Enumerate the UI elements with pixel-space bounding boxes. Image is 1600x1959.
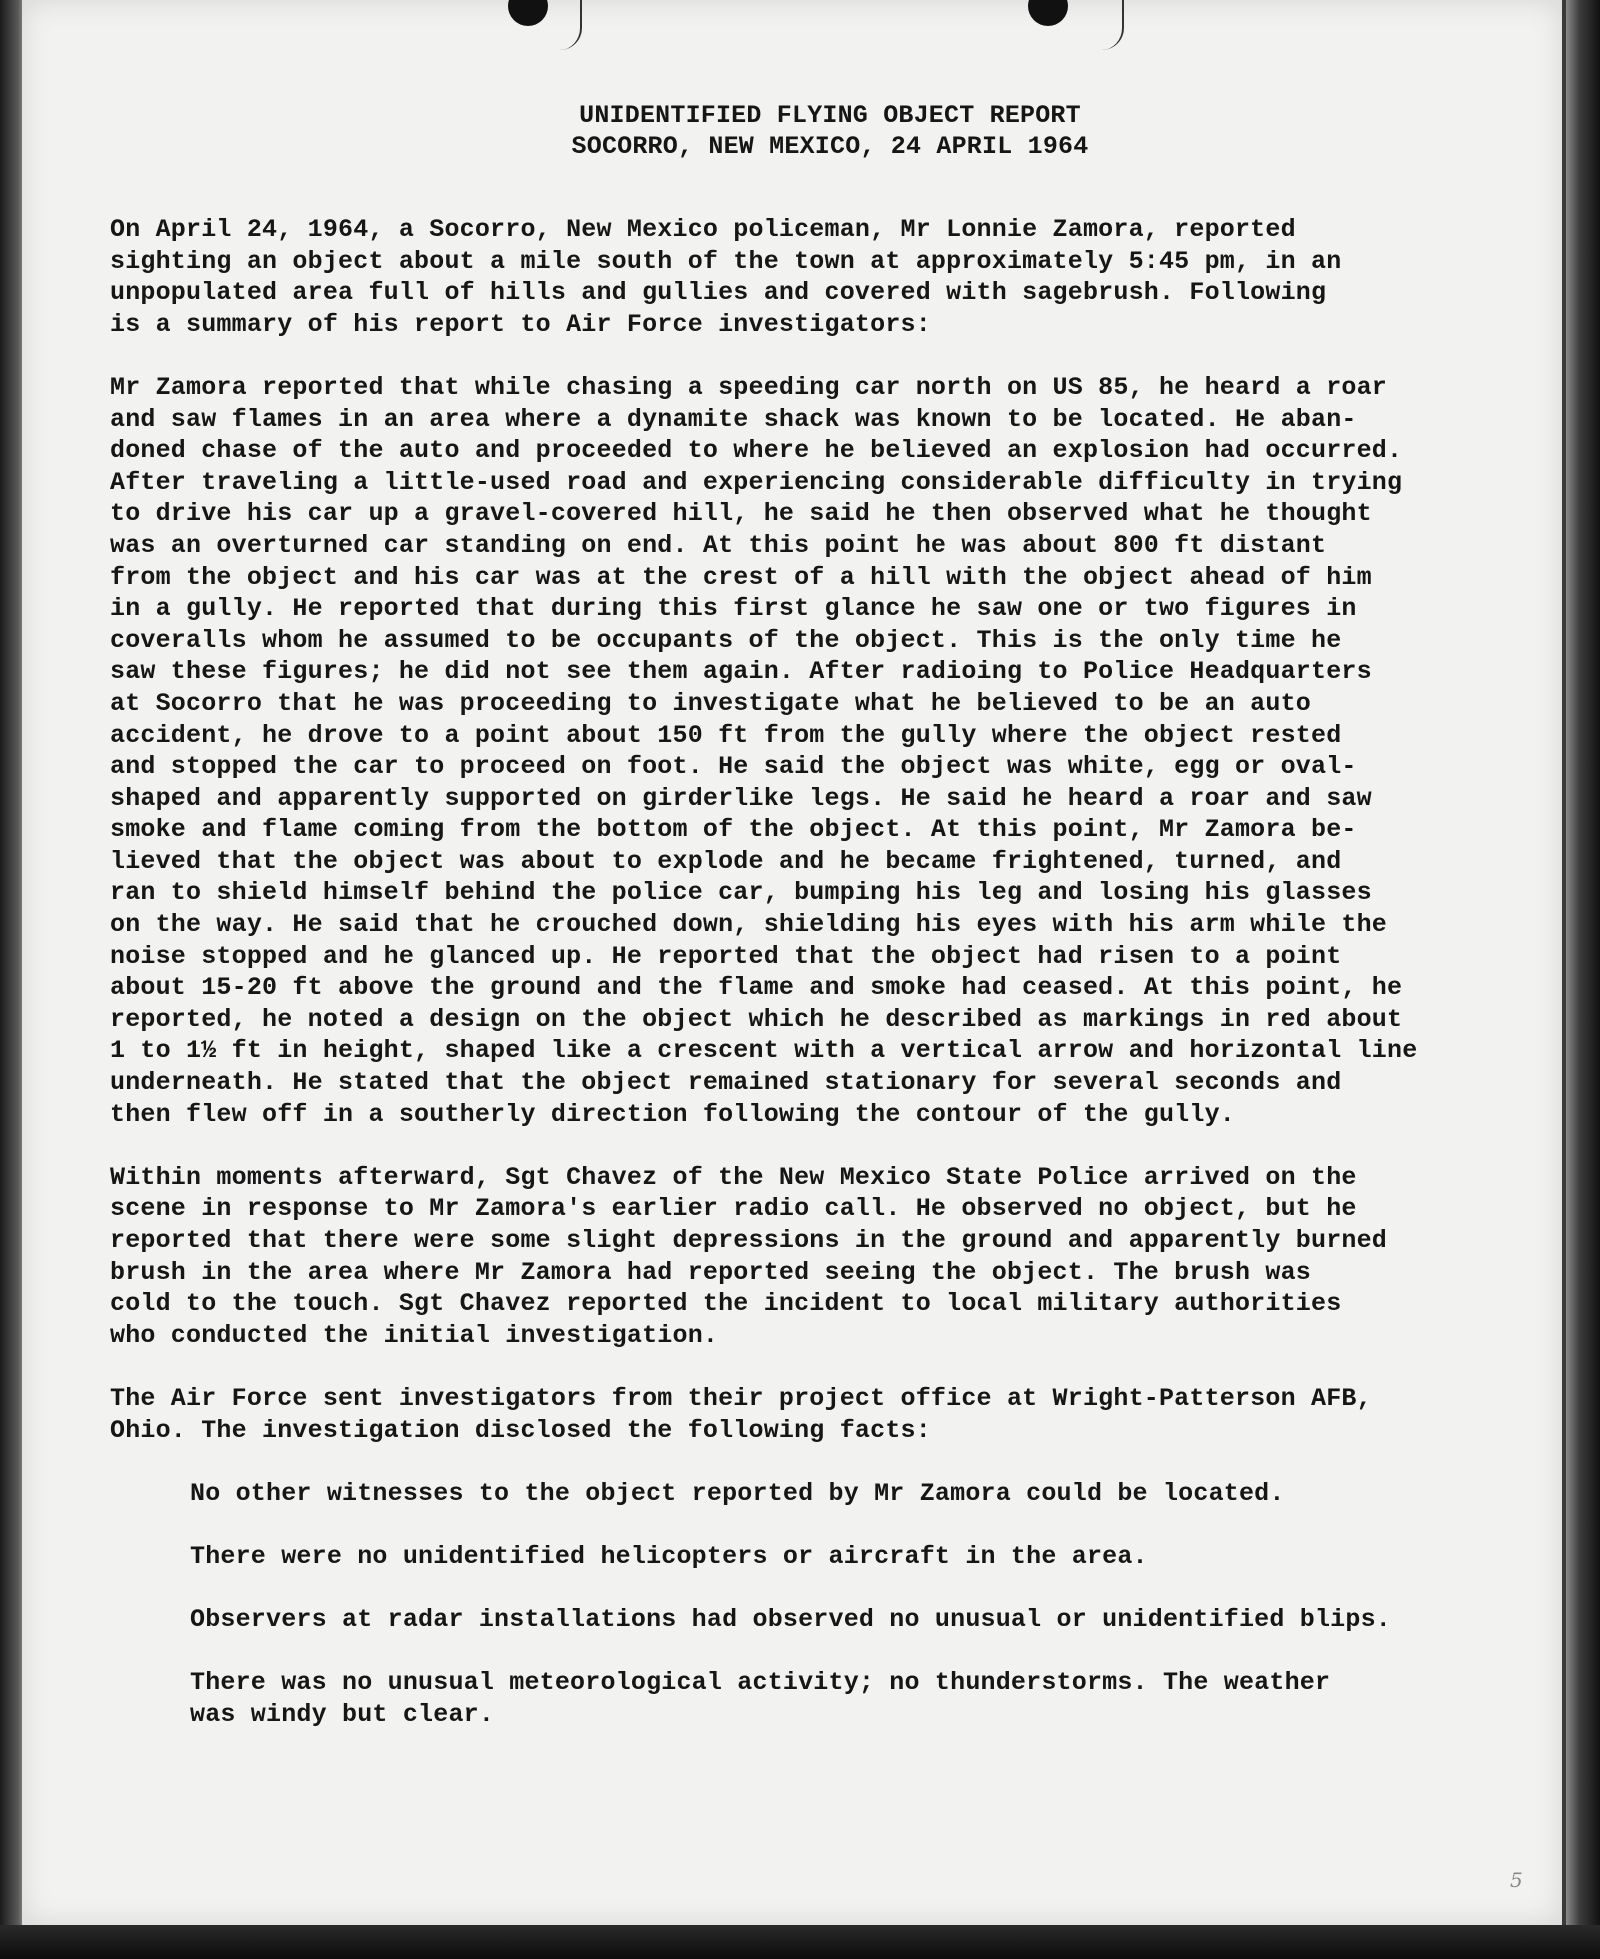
fact-weather: There was no unusual meteorological activity; no thunderstorms. The weather was windy but clear. bbox=[190, 1668, 1331, 1729]
report-body bbox=[110, 100, 1530, 1762]
paragraph-zamora-report: Mr Zamora reported that while chasing a speeding car north on US 85, he heard a roar and saw flames in an area where a dynamite shack was known to be located. He aban- doned chase of the auto and proceeded to where he believed an explosion had occurred. After traveling a little-used road and experiencing considerable difficulty in trying to drive his car up a gravel-covered hill, he said he then observed what he thought was an overturned car standing on end. At this point he was about 800 ft distant from the object and his car was at the crest of a hill with the object ahead of him in a gully. He reported that during this first glance he saw one or two figures in coveralls whom he assumed to be occupants of the object. This is the only time he saw these figures; he did not see them again. After radioing to Police Headquarters at Socorro that he was proceeding to investigate what he believed to be an auto accident, he drove to a point about 150 ft from the gully where the object rested and stopped the car to proceed on foot. He said the object was white, egg or oval- shaped and apparently supported on girderlike legs. He said he heard a roar and saw smoke and flame coming from the bottom of the object. At this point, Mr Zamora be- lieved that the object was about to explode and he became frightened, turned, and ran to shield himself behind the police car, bumping his leg and losing his glasses on the way. He said that he crouched down, shielding his eyes with his arm while the noise stopped and he glanced up. He reported that the object had risen to a point about 15-20 ft above the ground and the flame and smoke had ceased. At this point, he reported, he noted a design on the object which he described as markings in red about 1 to 1½ ft in height, shaped like a crescent with a vertical arrow and horizontal line underneath. He stated that the object remained stationary for several seconds and then flew off in a southerly direction following the contour of the gully. bbox=[110, 372, 1418, 1129]
fact-no-radar-blips: Observers at radar installations had observed no unusual or unidentified blips. bbox=[190, 1605, 1391, 1635]
punch-mark-left bbox=[558, 0, 582, 50]
report-title bbox=[130, 100, 1530, 162]
punch-hole-right bbox=[1028, 0, 1068, 26]
scan-edge-bottom bbox=[0, 1925, 1600, 1959]
title-line-1: UNIDENTIFIED FLYING OBJECT REPORT bbox=[579, 101, 1081, 130]
paragraph-investigation: The Air Force sent investigators from their project office at Wright-Patterson AFB, Ohio. The investigation disclosed the following facts: bbox=[110, 1383, 1372, 1445]
punch-mark-right bbox=[1100, 0, 1124, 50]
fact-no-aircraft: There were no unidentified helicopters or aircraft in the area. bbox=[190, 1541, 1148, 1571]
page-mark: 5 bbox=[1510, 1868, 1523, 1892]
punch-hole-left bbox=[508, 0, 548, 26]
paragraph-intro: On April 24, 1964, a Socorro, New Mexico policeman, Mr Lonnie Zamora, reported sighting an object about a mile south of the town at approximately 5:45 pm, in an unpopulated area full of hills and gullies and covered with sagebrush. Following is a summary of his report to Air Force investigators: bbox=[110, 215, 1342, 339]
title-line-2: SOCORRO, NEW MEXICO, 24 APRIL 1964 bbox=[571, 132, 1089, 161]
fact-no-witnesses: No other witnesses to the object reported by Mr Zamora could be located. bbox=[190, 1478, 1285, 1508]
scan-edge-right bbox=[1566, 0, 1600, 1959]
document-page bbox=[22, 0, 1562, 1925]
paragraph-chavez: Within moments afterward, Sgt Chavez of the New Mexico State Police arrived on the scene in response to Mr Zamora's earlier radio call. He observed no object, but he reported that there were some slight depressions in the ground and apparently burned brush in the area where Mr Zamora had reported seeing the object. The brush was cold to the touch. Sgt Chavez reported the incident to local military authorities who conducted the initial investigation. bbox=[110, 1162, 1388, 1350]
